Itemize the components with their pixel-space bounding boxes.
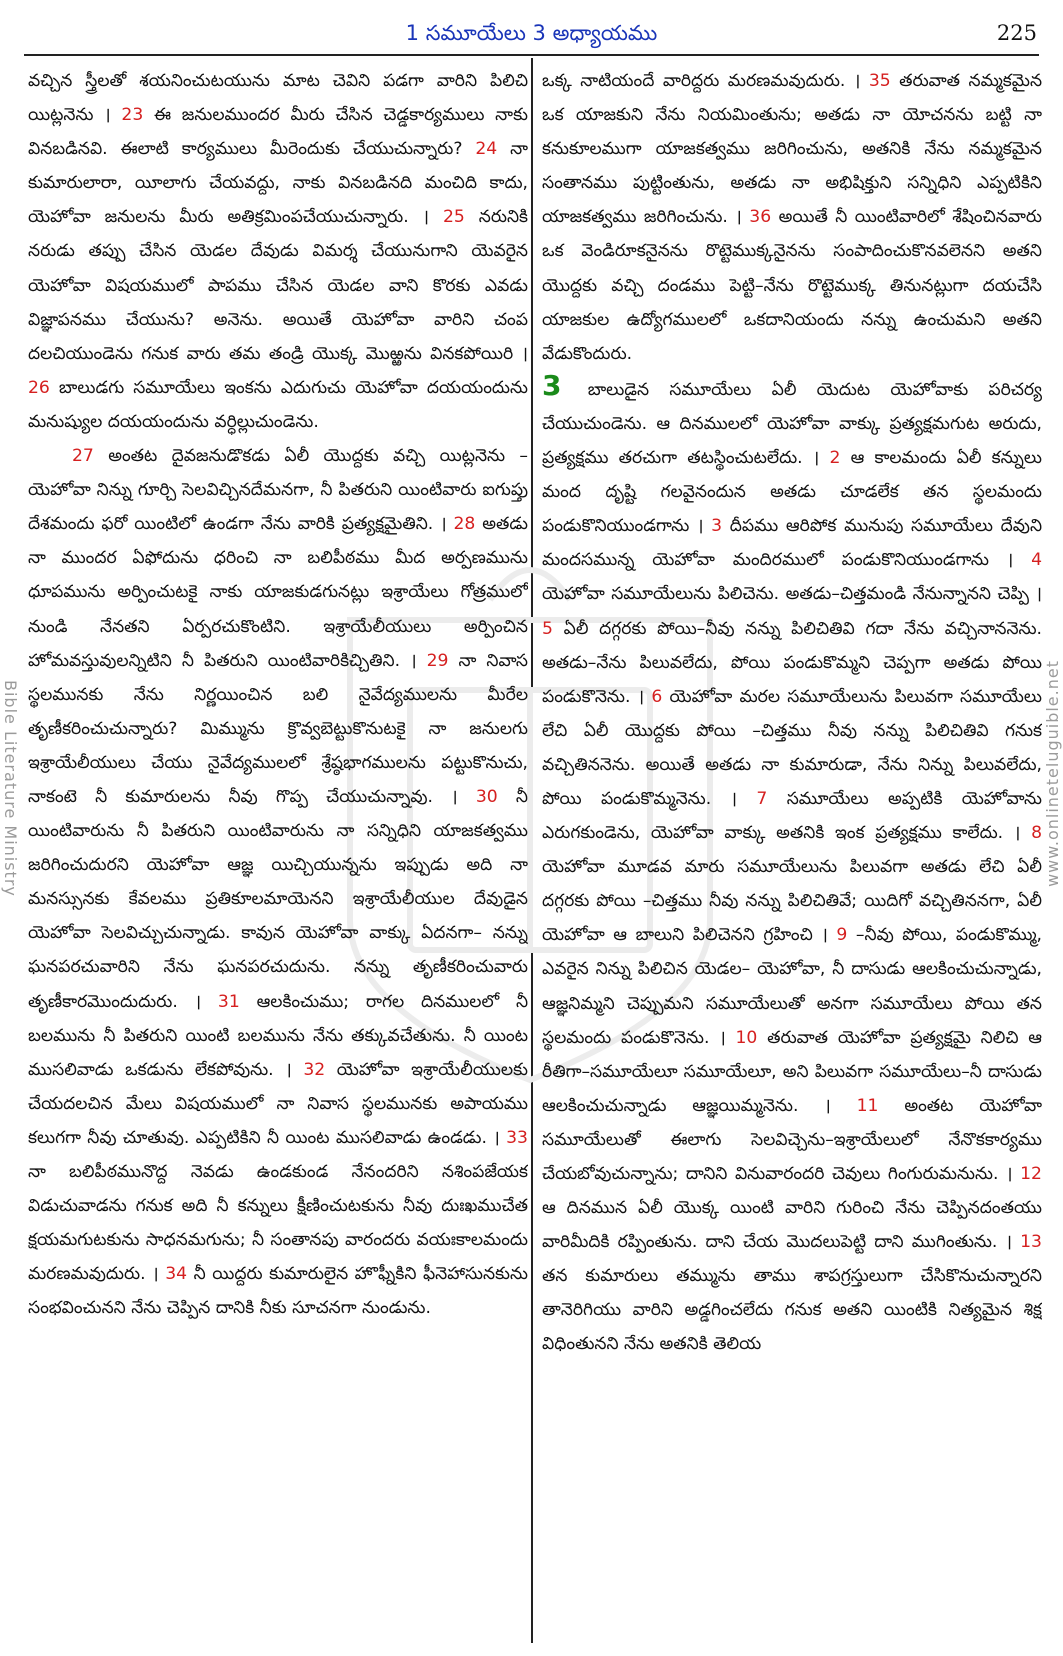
verse-text: తన కుమారులు తమ్మును తాము శాపగ్రస్తులుగా చేసికొనుచున్నారని తానెరిగియు వారిని అడ్డగించలేదు గనుక అతని యింటికి నిత్యమైన శిక్ష విధింతునని నేను అతనికి తెలియ (542, 1266, 1042, 1355)
verse-number: 23 (121, 105, 144, 126)
verse-number: 28 (453, 514, 476, 535)
side-text-left: Bible Literature Ministry (1, 680, 20, 897)
verse-text: యెహోవా మరల సమూయేలును పిలువగా సమూయేలు లేచి ఏలీ యొద్దకు పోయి –చిత్తము నీవు నన్ను పిలిచితివి గనుక వచ్చితిననెను. అయితే అతడు నా కుమారుడా, నేను నిన్ను పిలువలేదు, పోయి పండుకొమ్మనెను. । (542, 686, 1042, 809)
header-rule (24, 54, 1039, 56)
verse-text: ఈ జనులముందర మీరు చేసిన చెడ్డకార్యములు నాకు వినబడినవి. ఈలాటి కార్యములు మీరెందుకు చేయుచున్నారు? (28, 105, 528, 160)
page-title: 1 సమూయేలు 3 అధ్యాయము (405, 21, 658, 45)
verse-text: నా బలిపీఠమునొద్ద నెవడు ఉండకుండ నేనందరిని నశింపజేయక విడుచువాడను గనుక అది నీ కన్నులు క్షీణించుటకును నీవు దుఃఖముచేత క్షయమగుటకును సాధనమగును; నీ సంతానపు వారందరు వయఃకాలమందు మరణమవుదురు. । (28, 1162, 528, 1285)
verse-text: అతడు నా ముందర ఏఫోదును ధరించి నా బలిపీఠము మీద అర్పణమును ధూపమును అర్పించుటకై నాకు యాజకుడగునట్లు ఇశ్రాయేలు గోత్రములో నుండి నేనతని ఏర్పరచుకొంటిని. ఇశ్రాయేలీయులు అర్పించిన హోమవస్తువులన్నిటిని నీ పితరుని యింటివారికిచ్చితిని. । (28, 514, 528, 671)
verse-text: నీ యిద్దరు కుమారులైన హొఫ్నీకిని ఫీనెహాసునకును సంభవించునని నేను చెప్పిన దానికి నీకు సూచనగా నుండును. (28, 1264, 528, 1319)
verse-number: 6 (651, 686, 663, 707)
verse-text: అంతట యెహోవా సమూయేలుతో ఈలాగు సెలవిచ్చెను–ఇశ్రాయేలులో నేనొకకార్యము చేయబోవుచున్నాను; దానిని వినువారందరి చెవులు గింగురుమనును. । (542, 1095, 1042, 1184)
verse-number: 11 (856, 1095, 879, 1116)
paragraph (542, 64, 1042, 371)
verse-number: 10 (735, 1027, 758, 1048)
verse-number: 2 (829, 448, 841, 469)
verse-text: నా నివాస స్థలమునకు నేను నిర్ణయించిన బలి నైవేద్యములను మీరేల తృణీకరించుచున్నారు? మిమ్మును క్రొవ్వబెట్టుకొనుటకై నా జనులగు ఇశ్రాయేలీయులు చేయు నైవేద్యములలో శ్రేష్ఠభాగములను పట్టుకొనుచు, నాకంటె నీ కుమారులను నీవు గొప్ప చేయుచున్నావు. । (28, 650, 528, 807)
verse-text: ఆ దినమున ఏలీ యొక్క యింటి వారిని గురించి నేను చెప్పినదంతయు వారిమీదికి రప్పింతును. దాని చేయ మొదలుపెట్టి దాని ముగింతును. । (542, 1198, 1042, 1253)
verse-number: 8 (1031, 823, 1042, 844)
verse-text: నా కుమారులారా, యీలాగు చేయవద్దు, నాకు వినబడినది మంచిది కాదు, యెహోవా జనులను మీరు అతిక్రమింపచేయుచున్నారు. । (28, 139, 528, 228)
column-divider (531, 58, 533, 1643)
verse-number: 27 (72, 446, 94, 467)
verse-number: 3 (711, 516, 723, 537)
chapter-opening-text: సమూయేలు ఏలీ యెదుట యెహోవాకు పరిచర్య చేయుచుండెను. ఆ దినములలో యెహోవా వాక్కు ప్రత్యక్షమగుట అరుదు, ప్రత్యక్షము తరచుగా తటస్థించుటలేదు. । (542, 379, 1042, 469)
verse-number: 33 (506, 1127, 528, 1148)
right-column-chapter3-verses (542, 448, 1042, 1354)
verse-text: ఆ కాలమందు ఏలీ కన్నులు మంద దృష్టి గలవైనందున అతడు చూడలేక తన స్థలమందు పండుకొనియుండగాను । (542, 448, 1042, 537)
verse-number: 32 (303, 1059, 326, 1080)
verse-text: ఆలకించుము; రాగల దినములలో నీ బలమును నీ పితరుని యింటి బలమును నేను తక్కువచేతును. నీ యింట ముసలివాడు ఒకడును లేకపోవును. । (28, 991, 528, 1080)
verse-number: 34 (165, 1264, 188, 1285)
right-column (542, 64, 1042, 1644)
verse-text: అంతట దైవజనుడొకడు ఏలీ యొద్దకు వచ్చి యిట్లనెను –యెహోవా నిన్ను గూర్చి సెలవిచ్చినదేమనగా, నీ పితరుని యింటివారు ఐగుప్తు దేశమందు ఫరో యింటిలో ఉండగా నేను వారికి ప్రత్యక్షమైతిని. । (28, 446, 528, 535)
verse-number: 12 (1020, 1164, 1042, 1184)
verse-text: యెహోవా సమూయేలును పిలిచెను. అతడు–చిత్తమండి నేనున్నానని చెప్పి । (542, 584, 1042, 605)
verse-text: అయితే నీ యింటివారిలో శేషించినవారు ఒక వెండిరూకనైనను రొట్టెముక్కనైనను సంపాదించుకొనవలెనని అతని యొద్దకు వచ్చి దండము పెట్టి–నేను రొట్టెముక్క తినునట్లుగా దయచేసి యాజకుల ఉద్యోగములలో ఒకదానియందు నన్ను ఉంచుమని అతని వేడుకొందురు. (542, 207, 1042, 364)
verse-number: 5 (542, 618, 553, 639)
paragraph (28, 64, 528, 439)
verse-number: 35 (868, 71, 891, 91)
left-column (28, 64, 528, 1644)
verse-number: 29 (426, 650, 449, 671)
verse-number: 25 (442, 207, 465, 228)
verse-number: 30 (475, 786, 498, 807)
verse-text: తరువాత నమ్మకమైన ఒక యాజకుని నేను నియమింతును; అతడు నా యోచనను బట్టి నా కనుకూలముగా యాజకత్వము జరిగించును, అతనికి నేను నమ్మకమైన సంతానము పుట్టింతును, అతడు నా అభిషిక్తుని సన్నిధిని ఎప్పటికిని యాజకత్వము జరిగించును. । (542, 71, 1042, 228)
verse-text: –నీవు పోయి, పండుకొమ్ము, ఎవరైన నిన్ను పిలిచిన యెడల– యెహోవా, నీ దాసుడు ఆలకించుచున్నాడు, ఆజ్ఞనిమ్మని చెప్పుమని సమూయేలుతో అనగా సమూయేలు పోయి తన స్థలమందు పండుకొనెను. । (542, 925, 1042, 1048)
verse-number: 26 (28, 377, 50, 398)
verse-number: 4 (1031, 550, 1042, 571)
verse-text: తరువాత యెహోవా ప్రత్యక్షమై నిలిచి ఆ రీతిగా–సమూయేలూ సమూయేలూ, అని పిలువగా సమూయేలు–నీ దాసుడు ఆలకించుచున్నాడు ఆజ్ఞయిమ్మనెను. । (542, 1027, 1042, 1116)
verse-text: వచ్చిన స్త్రీలతో శయనించుటయును మాట చెవిని పడగా వారిని పిలిచి యిట్లనెను । (28, 71, 528, 126)
verse-number: 24 (475, 139, 498, 160)
verse-number: 9 (836, 925, 848, 946)
side-text-right: www.onlineteluguible.net (1043, 660, 1062, 887)
verse-text: నీ యింటివారును నీ పితరుని యింటివారును నా సన్నిధిని యాజకత్వము జరిగించుదురని యెహోవా ఆజ్ఞ యిచ్చియున్నను ఇప్పుడు అది నా మనస్సునకు కేవలము ప్రతికూలమాయెనని ఇశ్రాయేలీయుల దేవుడైన యెహోవా సెలవిచ్చుచున్నాడు. కావున యెహోవా వాక్కు ఏదనగా– నన్ను ఘనపరచువారిని నేను ఘనపరచుదును. నన్ను తృణీకరించువారు తృణీకారమొందుదురు. । (28, 786, 528, 1012)
verse-text: ఒక్క నాటియందే వారిద్దరు మరణమవుదురు. । (542, 71, 861, 91)
verse-number: 7 (756, 788, 768, 809)
right-column-chapter2-end (542, 64, 1042, 371)
verse-text: యెహోవా ఇశ్రాయేలీయులకు చేయదలచిన మేలు విషయములో నా నివాస స్థలమునకు అపాయము కలుగగా నీవు చూతువు. ఎప్పటికిని నీ యింట ముసలివాడు ఉండడు. । (28, 1059, 528, 1148)
verse-text: యెహోవా మూడవ మారు సమూయేలును పిలువగా అతడు లేచి ఏలీ దగ్గరకు పోయి –చిత్తము నీవు నన్ను పిలిచితివే; యిదిగో వచ్చితిననగా, ఏలీ యెహోవా ఆ బాలుని పిలిచెనని గ్రహించి । (542, 857, 1042, 946)
page-header (0, 16, 1063, 52)
verse-text: ఏలీ దగ్గరకు పోయి–నీవు నన్ను పిలిచితివి గదా నేను వచ్చినాననెను. అతడు–నేను పిలువలేదు, పోయి పండుకొమ్మని చెప్పగా అతడు పోయి పండుకొనెను. । (542, 618, 1042, 707)
chapter-3-start (542, 368, 1042, 1362)
verse-text: నరునికి నరుడు తప్పు చేసిన యెడల దేవుడు విమర్శ చేయునుగాని యెవరైన యెహోవా విషయములో పాపము చేసిన యెడల వాని కొరకు ఎవడు విజ్ఞాపనము చేయును? అనెను. అయితే యెహోవా వారిని చంప దలచియుండెను గనుక వారు తమ తండ్రి యొక్క మొఱ్ఱను వినకపోయిరి । (28, 207, 528, 364)
verse-number: 31 (217, 991, 240, 1012)
verse-text: దీపము ఆరిపోక మునుపు సమూయేలు దేవుని మందసమున్న యెహోవా మందిరములో పండుకొనియుండగాను । (542, 516, 1042, 571)
page-number: 225 (996, 21, 1037, 45)
verse-number: 13 (1020, 1232, 1042, 1253)
chapter-number: 3 (542, 368, 562, 402)
verse-number: 36 (749, 207, 772, 228)
verse-text: సమూయేలు అప్పటికి యెహోవాను ఎరుగకుండెను, యెహోవా వాక్కు అతనికి ఇంక ప్రత్యక్షము కాలేదు. । (542, 788, 1042, 844)
verse-text: బాలుడగు సమూయేలు ఇంకను ఎదుగుచు యెహోవా దయయందును మనుష్యుల దయయందును వర్ధిల్లుచుండెను. (28, 377, 528, 432)
chapter-first-word: బాలుడైన (587, 379, 650, 400)
paragraph (28, 439, 528, 1325)
